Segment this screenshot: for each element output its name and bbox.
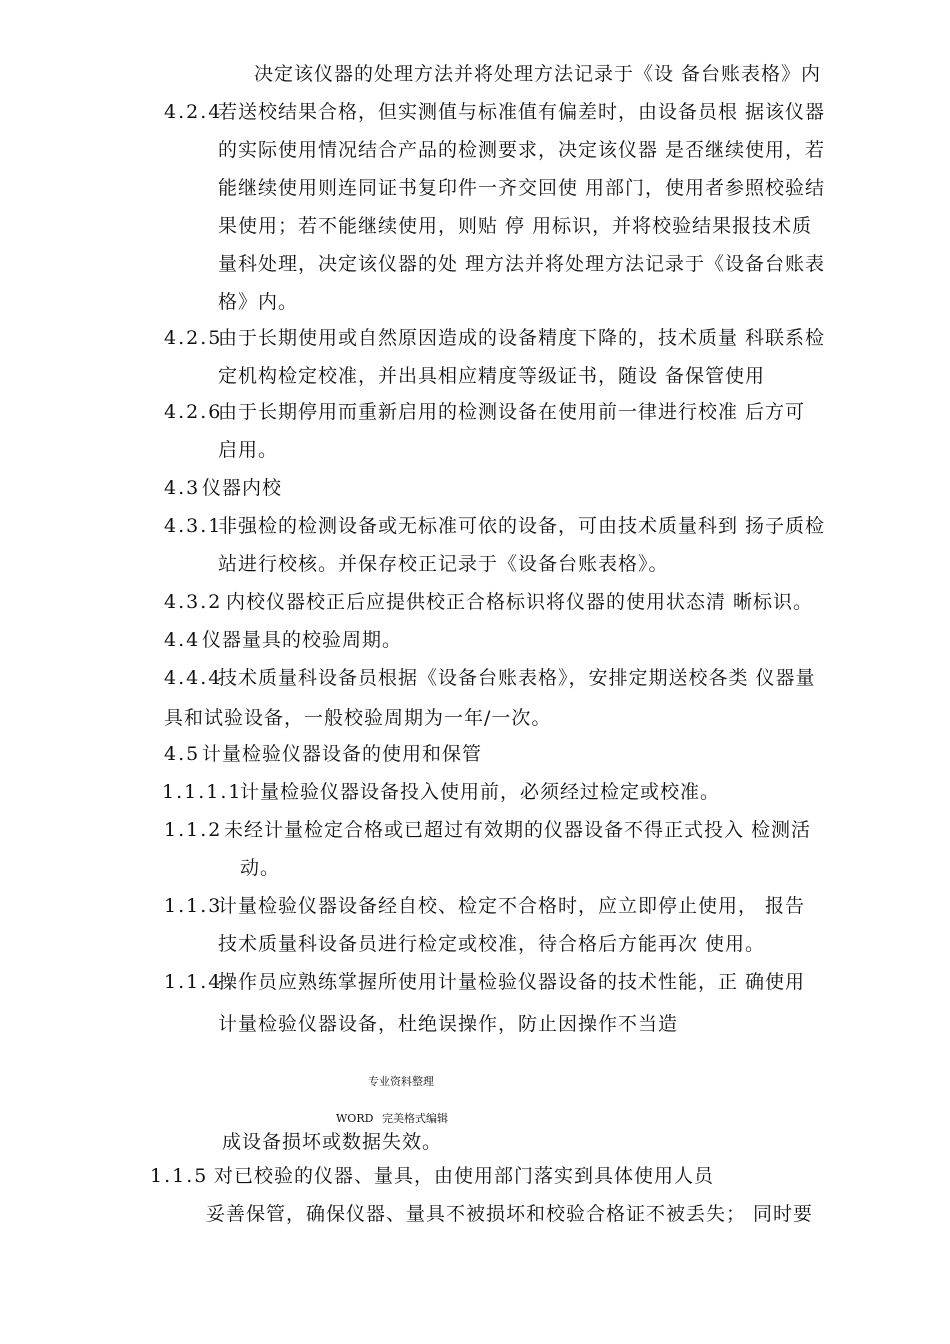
paragraph-line: 能继续使用则连同证书复印件一齐交回使 用部门，使用者参照校验结 [218, 177, 826, 199]
paragraph-line: 若送校结果合格，但实测值与标准值有偏差时，由设备员根 据该仪器 [218, 101, 826, 123]
paragraph-line: 非强检的检测设备或无标准可依的设备，可由技术质量科到 扬子质检 [218, 515, 826, 537]
paragraph-line: 动。 [240, 857, 281, 879]
paragraph-line: 计量检验仪器设备经自校、检定不合格时，应立即停止使用， 报告 [218, 895, 806, 917]
paragraph-line: 由于长期使用或自然原因造成的设备精度下降的，技术质量 科联系检 [218, 327, 826, 349]
section-number: 1.1.4 [164, 971, 223, 993]
paragraph-line: 成设备损坏或数据失效。 [222, 1131, 443, 1153]
section-number: 4.4.4 [164, 667, 223, 689]
section-number: 1.1.1.1 [162, 781, 243, 803]
section-number: 4.4 [164, 629, 201, 651]
section-number: 1.1.3 [164, 895, 223, 917]
paragraph-line: 技术质量科设备员进行检定或校准，待合格后方能再次 使用。 [218, 933, 766, 955]
paragraph-line: 技术质量科设备员根据《设备台账表格》，安排定期送校各类 仪器量 [218, 667, 816, 689]
paragraph-line: 未经计量检定合格或已超过有效期的仪器设备不得正式投入 检测活 [224, 819, 812, 841]
paragraph-line: 具和试验设备，一般校验周期为一年/一次。 [164, 707, 552, 729]
section-number: 1.1.5 [150, 1165, 209, 1187]
paragraph-line: 启用。 [218, 439, 279, 461]
paragraph-line: 由于长期停用而重新启用的检测设备在使用前一律进行校准 后方可 [218, 401, 806, 423]
section-number: 4.3.1 [164, 515, 223, 537]
paragraph-line: 操作员应熟练掌握所使用计量检验仪器设备的技术性能，正 确使用 [218, 971, 806, 993]
paragraph-line: 妥善保管，确保仪器、量具不被损坏和校验合格证不被丢失； 同时要 [206, 1203, 814, 1225]
footer-subtitle-left: WORD [336, 1112, 374, 1125]
footer-title: 专业资料整理 [368, 1075, 434, 1088]
footer-subtitle-right: 完美格式编辑 [382, 1112, 448, 1125]
paragraph-line: 对已校验的仪器、量具，由使用部门落实到具体使用人员 [214, 1165, 715, 1187]
section-number: 4.3.2 [164, 591, 223, 613]
section-number: 4.2.5 [164, 327, 223, 349]
paragraph-line: 量科处理，决定该仪器的处 理方法并将处理方法记录于《设备台账表 [218, 253, 826, 275]
paragraph-line: 格》内。 [218, 291, 299, 313]
paragraph-line: 计量检验仪器设备，杜绝误操作，防止因操作不当造 [218, 1013, 679, 1035]
section-heading: 仪器内校 [202, 477, 283, 499]
paragraph-line: 计量检验仪器设备投入使用前，必须经过检定或校准。 [240, 781, 721, 803]
paragraph-line: 内校仪器校正后应提供校正合格标识将仪器的使用状态清 晰标识。 [226, 591, 814, 613]
section-number: 4.2.6 [164, 401, 223, 423]
paragraph-line: 果使用；若不能继续使用，则贴 停 用标识，并将校验结果报技术质 [218, 215, 813, 237]
paragraph-line: 站进行校核。并保存校正记录于《设备台账表格》。 [218, 553, 669, 575]
section-number: 4.5 [164, 743, 201, 765]
section-heading: 计量检验仪器设备的使用和保管 [202, 743, 483, 765]
paragraph-line: 决定该仪器的处理方法并将处理方法记录于《设 备台账表格》内 [254, 63, 822, 85]
paragraph-line: 的实际使用情况结合产品的检测要求，决定该仪器 是否继续使用，若 [218, 139, 826, 161]
section-number: 4.2.4 [164, 101, 223, 123]
paragraph-line: 定机构检定校准，并出具相应精度等级证书，随设 备保管使用 [218, 365, 766, 387]
section-number: 4.3 [164, 477, 201, 499]
section-heading: 仪器量具的校验周期。 [202, 629, 403, 651]
section-number: 1.1.2 [164, 819, 223, 841]
